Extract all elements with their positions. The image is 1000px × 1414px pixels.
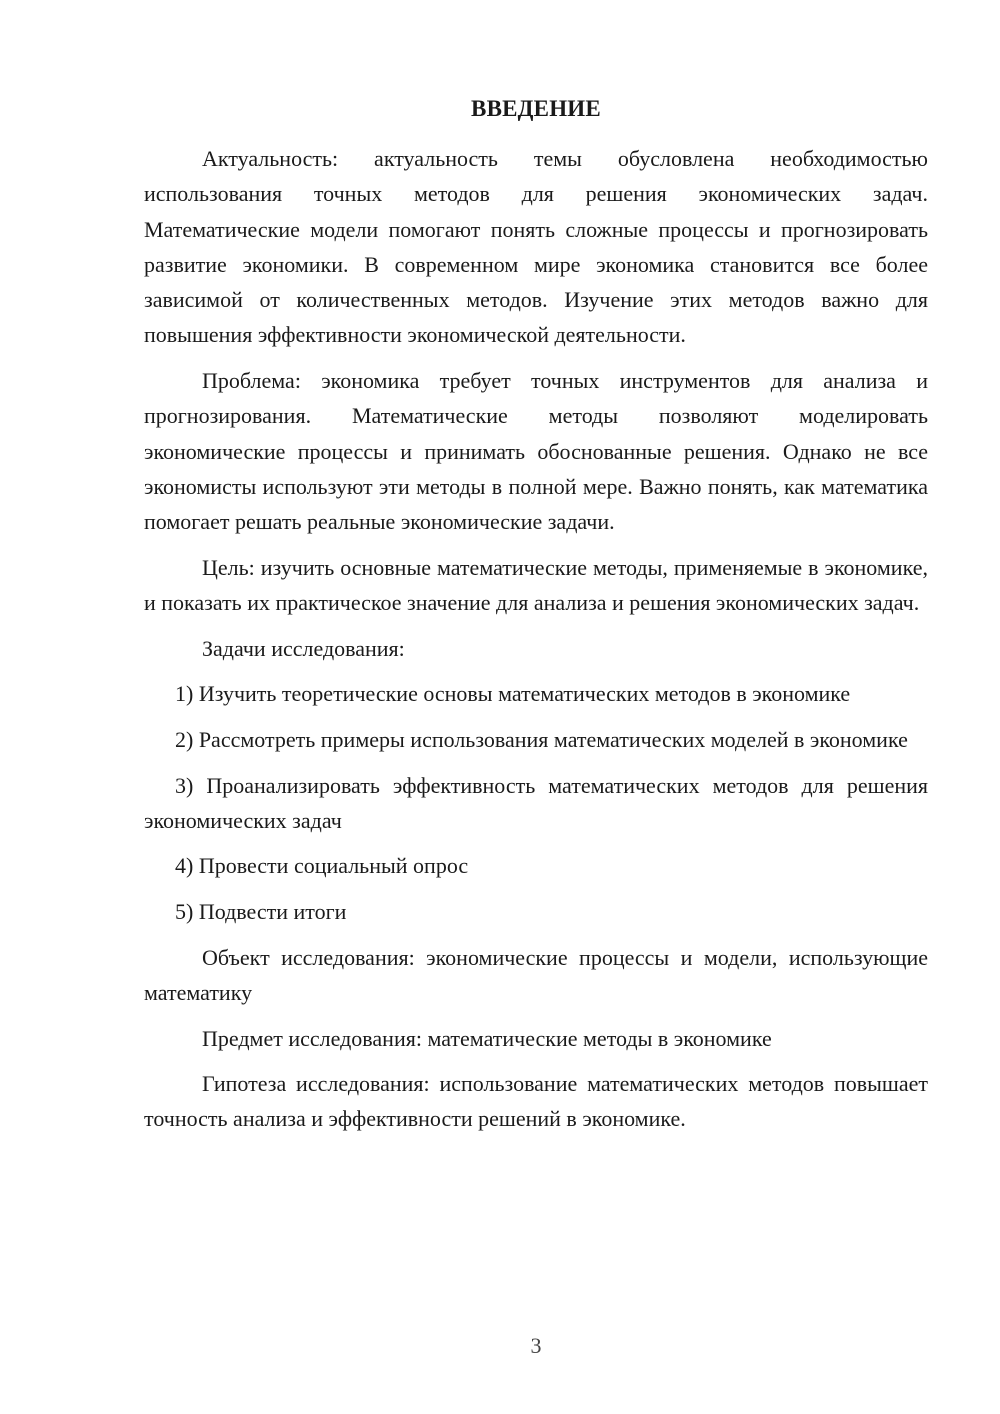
- paragraph-goal: Цель: изучить основные математические методы, применяемые в экономике, и показать их практическое значение для анализа и решения экономических задач.: [144, 554, 928, 616]
- paragraph-hypothesis: Гипотеза исследования: использование математических методов повышает точность анализа и эффективности решений в экономике.: [144, 1071, 928, 1132]
- page-title: ВВЕДЕНИЕ: [471, 96, 601, 121]
- tasks-heading: Задачи исследования:: [202, 635, 405, 661]
- page-number: 3: [530, 1333, 542, 1358]
- paragraph-object: Объект исследования: экономические процессы и модели, использующие математику: [144, 944, 928, 1005]
- task-item-1: 1) Изучить теоретические основы математических методов в экономике: [175, 681, 851, 707]
- paragraph-problem: Проблема: экономика требует точных инструментов для анализа и прогнозирования. Математические методы позволяют моделировать экономические процессы и принимать обоснованные решения. Однако не все экономисты используют эти методы в полной мере. Важно понять, как математика помогает решать реальные экономические задачи.: [144, 368, 928, 535]
- task-item-5: 5) Подвести итоги: [175, 899, 347, 925]
- task-item-2: 2) Рассмотреть примеры использования математических моделей в экономике: [175, 726, 908, 752]
- document-body: [144, 141, 928, 1147]
- task-item-3: 3) Проанализировать эффективность математических методов для решения экономических задач: [144, 772, 928, 833]
- paragraph-subject: Предмет исследования: математические методы в экономике: [202, 1025, 772, 1051]
- task-item-4: 4) Провести социальный опрос: [175, 853, 469, 879]
- paragraph-relevance: Актуальность: актуальность темы обусловлена необходимостью использования точных методов для решения экономических задач. Математические модели помогают понять сложные процессы и прогнозировать развитие экономики. В современном мире экономика становится все более зависимой от количественных методов. Изучение этих методов важно для повышения эффективности экономической деятельности.: [144, 146, 928, 348]
